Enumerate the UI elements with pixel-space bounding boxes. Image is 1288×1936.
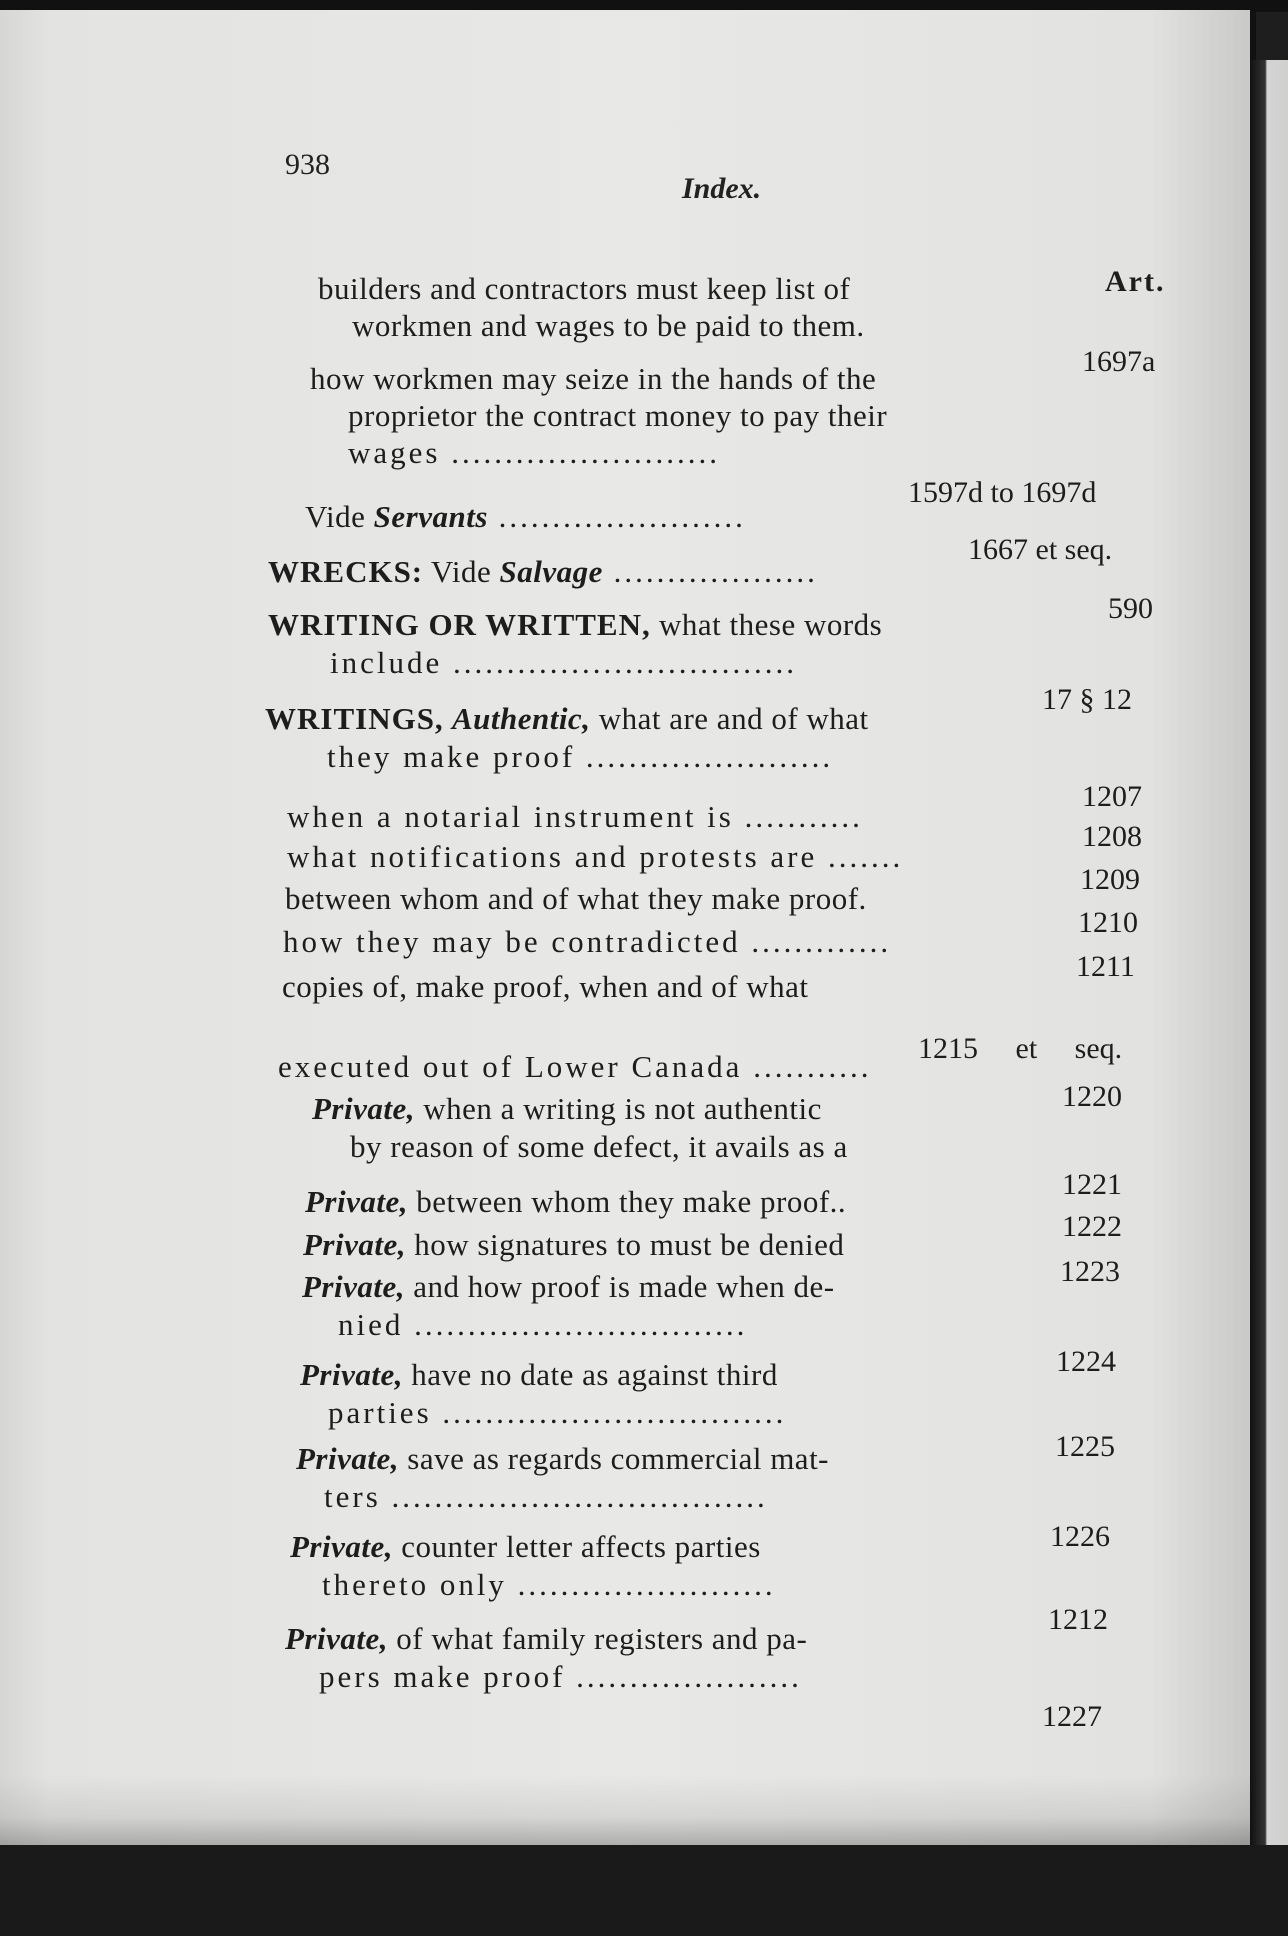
entry-line: counter letter affects parties xyxy=(393,1529,761,1564)
index-entry xyxy=(312,1092,848,1164)
entry-prefix: Vide xyxy=(423,554,500,589)
entry-ref: 1225 xyxy=(1055,1430,1115,1463)
index-entry xyxy=(268,608,882,680)
entry-ref: 1223 xyxy=(1060,1255,1120,1288)
index-entry xyxy=(268,555,818,589)
entry-line: nied ............................... xyxy=(338,1307,748,1342)
entry-line: have no date as against third xyxy=(403,1357,778,1392)
index-entry xyxy=(265,702,869,774)
entry-line: by reason of some defect, it avails as a xyxy=(350,1129,848,1164)
entry-line: how signatures to must be denied xyxy=(406,1227,845,1262)
index-entry: what notifications and protests are ....... xyxy=(287,839,904,874)
entry-line: when a writing is not authentic xyxy=(415,1091,822,1126)
entry-ref: 590 xyxy=(1108,592,1153,625)
entry-ref: 1697a xyxy=(1082,345,1156,378)
index-entry xyxy=(302,1270,835,1342)
entry-line: include ................................ xyxy=(330,645,797,680)
entry-line: they make proof ....................... xyxy=(327,739,834,774)
entry-italic: Private, xyxy=(303,1227,406,1262)
entry-ref: 1207 xyxy=(1082,780,1142,813)
index-entry: how they may be contradicted ............. xyxy=(283,924,892,959)
index-entry xyxy=(305,500,746,534)
entry-line: of what family registers and pa- xyxy=(388,1621,808,1656)
entry-line: workmen and wages to be paid to them. xyxy=(352,308,865,343)
entry-line: how workmen may seize in the hands of the xyxy=(310,361,877,396)
entry-heading: WRECKS: xyxy=(268,554,424,589)
entry-line: builders and contractors must keep list of xyxy=(318,271,851,306)
entry-line: thereto only ........................ xyxy=(322,1567,776,1602)
entry-line: parties ................................ xyxy=(328,1395,787,1430)
entry-ref: 1597d to 1697d xyxy=(908,476,1097,509)
page-number: 938 xyxy=(285,148,330,181)
entry-line: what these words xyxy=(650,607,883,642)
entry-ref: 1211 xyxy=(1076,950,1135,983)
entry-ref: 1215 et seq. xyxy=(918,1032,1123,1065)
entry-line: wages ......................... xyxy=(348,435,720,470)
index-entry xyxy=(305,1185,846,1219)
index-entry xyxy=(310,362,887,470)
index-entry xyxy=(300,1358,786,1430)
page-title: Index. xyxy=(682,172,762,205)
entry-italic: Private, xyxy=(312,1091,415,1126)
index-entry xyxy=(296,1442,829,1514)
scan-bottom-border xyxy=(0,1845,1288,1936)
entry-ref: 1209 xyxy=(1080,863,1140,896)
page-header xyxy=(0,148,1250,208)
index-entry xyxy=(290,1530,776,1602)
entry-ref: 1224 xyxy=(1056,1345,1116,1378)
entry-heading: WRITINGS, xyxy=(265,701,444,736)
entry-line: proprietor the contract money to pay their xyxy=(348,398,888,433)
entry-ref: 1222 xyxy=(1062,1210,1122,1243)
entry-leader: ................... xyxy=(602,554,818,589)
entry-ref: 1221 xyxy=(1062,1168,1122,1201)
entry-ref: 1210 xyxy=(1078,906,1138,939)
entry-italic: Private, xyxy=(302,1269,405,1304)
entry-ref: 1212 xyxy=(1048,1603,1108,1636)
entry-ref: 1220 xyxy=(1062,1080,1122,1113)
entry-ref: 17 § 12 xyxy=(1042,683,1132,716)
book-page xyxy=(0,10,1256,1845)
index-entry xyxy=(285,1622,807,1694)
index-entry: copies of, make proof, when and of what xyxy=(282,969,809,1004)
index-entry: when a notarial instrument is ........... xyxy=(287,799,863,834)
page-right-edge xyxy=(1250,60,1288,1860)
entry-line: save as regards commercial mat- xyxy=(399,1441,830,1476)
entry-italic: Authentic, xyxy=(451,701,591,736)
entry-italic: Private, xyxy=(296,1441,399,1476)
entry-ref: 1208 xyxy=(1082,820,1142,853)
entry-italic: Private, xyxy=(285,1621,388,1656)
entry-line: ters ................................... xyxy=(324,1479,768,1514)
entry-ref: 1667 et seq. xyxy=(968,533,1113,566)
entry-prefix: Vide xyxy=(305,499,374,534)
entry-ref: 1227 xyxy=(1042,1700,1102,1733)
index-entry: executed out of Lower Canada ........... xyxy=(278,1049,872,1084)
entry-ref: 1226 xyxy=(1050,1520,1110,1553)
entry-leader: ....................... xyxy=(487,499,746,534)
entry-italic: Servants xyxy=(373,499,488,534)
index-entry xyxy=(318,272,865,343)
entry-italic: Private, xyxy=(300,1357,403,1392)
entry-line: pers make proof ..................... xyxy=(319,1659,802,1694)
index-entry: between whom and of what they make proof. xyxy=(285,881,867,916)
index-entry xyxy=(303,1228,844,1262)
entry-line: between whom they make proof.. xyxy=(408,1184,847,1219)
entry-line: what are and of what xyxy=(590,701,869,736)
entry-italic: Private, xyxy=(290,1529,393,1564)
column-label: Art. xyxy=(1105,265,1166,298)
entry-heading: WRITING OR WRITTEN, xyxy=(268,607,651,642)
entry-italic: Salvage xyxy=(499,554,603,589)
entry-italic: Private, xyxy=(305,1184,408,1219)
entry-line: and how proof is made when de- xyxy=(405,1269,835,1304)
